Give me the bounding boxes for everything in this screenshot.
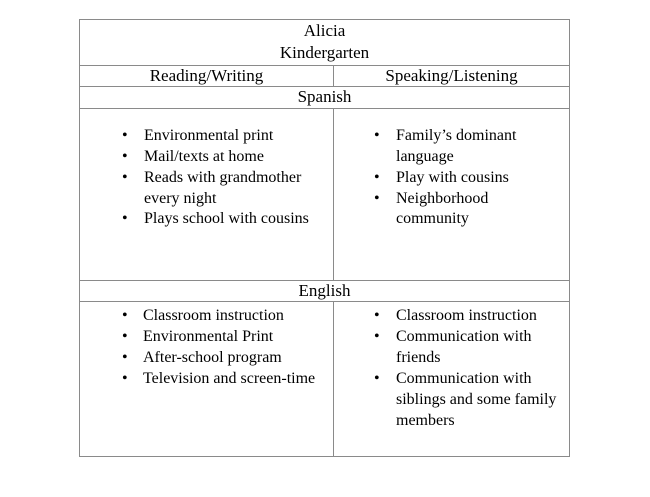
- bullet-icon: •: [374, 328, 380, 345]
- language-band-row-spanish: [80, 87, 570, 108]
- bullet-list-spanish-speaking-listening: [334, 109, 569, 237]
- content-row-english: [80, 302, 570, 457]
- list-item: [80, 168, 333, 210]
- list-item-label: After-school program: [143, 348, 282, 366]
- list-item-label: Neighborhood community: [396, 189, 489, 228]
- cell-spanish-reading-writing: [80, 108, 334, 280]
- list-item: [334, 369, 569, 432]
- list-item-label: Classroom instruction: [396, 307, 537, 325]
- list-item: [80, 348, 333, 369]
- bullet-icon: •: [122, 369, 128, 387]
- bullet-icon: •: [122, 348, 128, 366]
- list-item-label: Television and screen-time: [143, 369, 316, 387]
- content-row-spanish: [80, 108, 570, 280]
- bullet-list-english-speaking-listening: [334, 302, 569, 437]
- bullet-icon: •: [374, 168, 380, 186]
- bullet-icon: •: [374, 126, 380, 144]
- list-item-label: Environmental print: [144, 126, 274, 144]
- column-header-speaking-listening: Speaking/Listening: [334, 65, 570, 86]
- column-header-row: [80, 65, 570, 86]
- bullet-icon: •: [374, 369, 380, 387]
- list-item: [334, 189, 569, 231]
- grade-level: Kindergarten: [279, 43, 370, 63]
- list-item-label: Family’s dominant language: [396, 126, 517, 165]
- list-item-label: Mail/texts at home: [144, 147, 264, 165]
- bullet-icon: •: [122, 168, 128, 186]
- bullet-icon: •: [122, 210, 128, 228]
- list-item-label: Environmental Print: [143, 328, 274, 345]
- bullet-list-english-reading-writing: [80, 302, 333, 394]
- language-label-spanish: Spanish: [80, 87, 570, 108]
- list-item: [80, 147, 333, 168]
- list-item: [334, 168, 569, 189]
- cell-spanish-speaking-listening: [334, 108, 570, 280]
- bullet-icon: •: [122, 328, 128, 345]
- language-use-table: [79, 19, 570, 457]
- list-item-label: Reads with grandmother every night: [144, 168, 302, 207]
- language-label-english: English: [80, 280, 570, 301]
- list-item: [80, 126, 333, 147]
- list-item-label: Communication with friends: [396, 328, 532, 366]
- list-item: [80, 327, 333, 348]
- column-header-reading-writing: Reading/Writing: [80, 65, 334, 86]
- bullet-list-spanish-reading-writing: [80, 109, 333, 237]
- list-item-label: Communication with siblings and some family members: [396, 369, 557, 429]
- bullet-icon: •: [374, 307, 380, 325]
- list-item: [334, 126, 569, 168]
- cell-english-speaking-listening: [334, 302, 570, 457]
- bullet-icon: •: [122, 147, 128, 165]
- list-item-label: Classroom instruction: [143, 307, 284, 325]
- list-item: [334, 306, 569, 327]
- table-title-row: [80, 20, 570, 66]
- bullet-icon: •: [374, 189, 380, 207]
- table-title-cell: [80, 20, 570, 66]
- list-item: [334, 327, 569, 369]
- cell-english-reading-writing: [80, 302, 334, 457]
- list-item-label: Play with cousins: [396, 168, 509, 186]
- list-item-label: Plays school with cousins: [144, 210, 309, 228]
- student-name: Alicia: [303, 21, 346, 40]
- bullet-icon: •: [122, 307, 128, 325]
- list-item: [80, 209, 333, 230]
- list-item: [80, 306, 333, 327]
- list-item: [80, 369, 333, 390]
- language-band-row-english: [80, 280, 570, 301]
- bullet-icon: •: [122, 126, 128, 144]
